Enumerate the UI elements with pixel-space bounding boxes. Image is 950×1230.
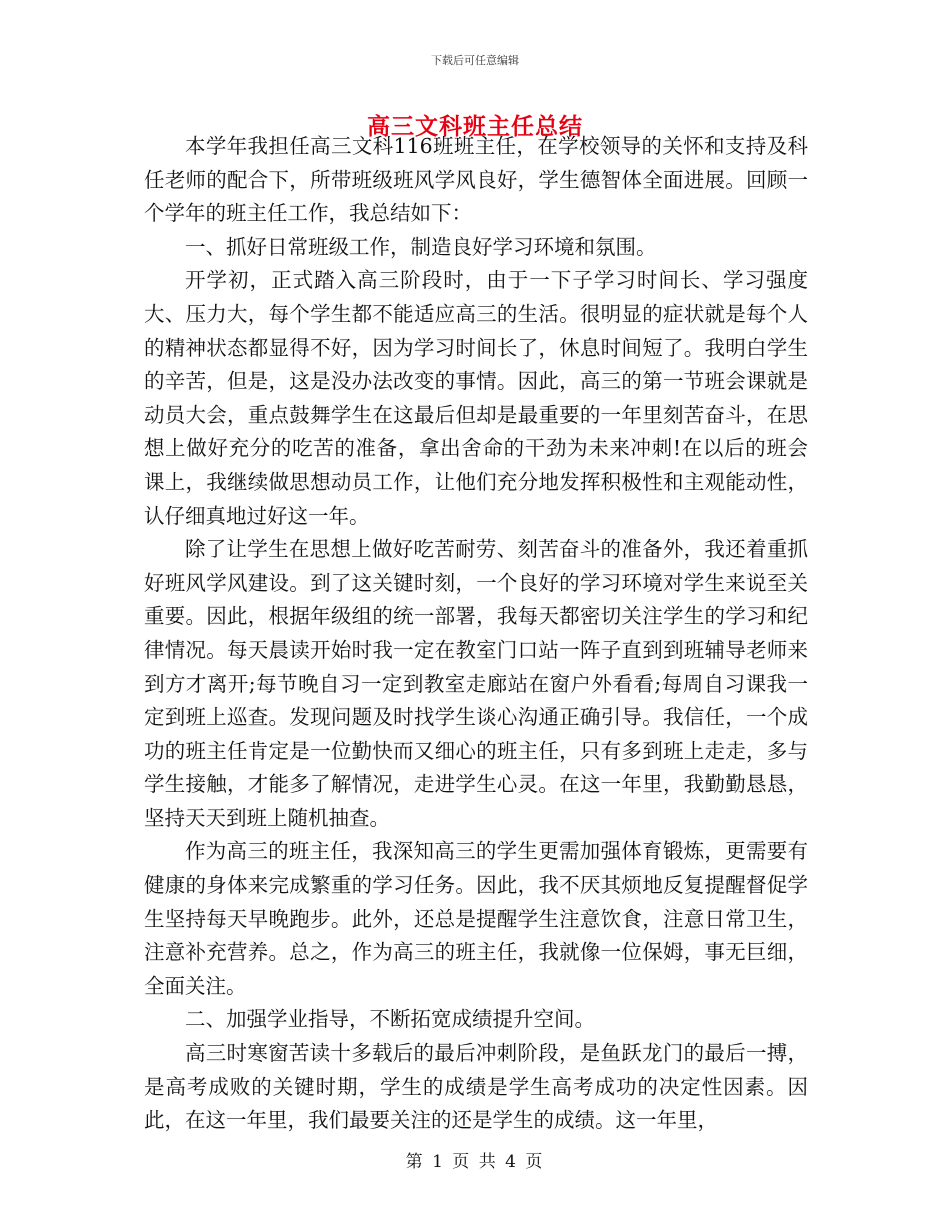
paragraph: 作为高三的班主任，我深知高三的学生更需加强体育锻炼，更需要有健康的身体来完成繁重的学习任务。因此，我不厌其烦地反复提醒督促学生坚持每天早晚跑步。此外，还总是提醒学生注意饮食，注意日常卫生，注意补充营养。总之，作为高三的班主任，我就像一位保姆，事无巨细，全面关注。 [144,839,808,998]
paragraph: 开学初，正式踏入高三阶段时，由于一下子学习时间长、学习强度大、压力大，每个学生都不能适应高三的生活。很明显的症状就是每个人的精神状态都显得不好，因为学习时间长了，休息时间短了。我明白学生的辛苦，但是，这是没办法改变的事情。因此，高三的第一节班会课就是动员大会，重点鼓舞学生在这最后但却是最重要的一年里刻苦奋斗，在思想上做好充分的吃苦的准备，拿出舍命的干劲为未来冲刺!在以后的班会课上，我继续做思想动员工作，让他们充分地发挥积极性和主观能动性，认仔细真地过好这一年。 [144,268,808,528]
paragraph: 除了让学生在思想上做好吃苦耐劳、刻苦奋斗的准备外，我还着重抓好班风学风建设。到了这关键时刻，一个良好的学习环境对学生来说至关重要。因此，根据年级组的统一部署，我每天都密切关注学生的学习和纪律情况。每天晨读开始时我一定在教室门口站一阵子直到到班辅导老师来到方才离开;每节晚自习一定到教室走廊站在窗户外看看;每周自习课我一定到班上巡查。发现问题及时找学生谈心沟通正确引导。我信任，一个成功的班主任肯定是一位勤快而又细心的班主任，只有多到班上走走，多与学生接触，才能多了解情况，走进学生心灵。在这一年里，我勤勤恳恳，坚持天天到班上随机抽查。 [144,537,808,830]
section-heading-1: 一、抓好日常班级工作，制造良好学习环境和氛围。 [185,234,657,259]
paragraph: 高三时寒窗苦读十多载后的最后冲刺阶段，是鱼跃龙门的最后一搏，是高考成败的关键时期，学生的成绩是学生高考成功的决定性因素。因此，在这一年里，我们最要关注的还是学生的成绩。这一年里， [144,1041,808,1133]
paragraph-intro: 本学年我担任高三文科116班班主任，在学校领导的关怀和支持及科任老师的配合下，所带班级班风学风良好，学生德智体全面进展。回顾一个学年的班主任工作，我总结如下： [144,134,808,226]
document-title: 高三文科班主任总结 [367,113,583,140]
header-note: 下载后可任意编辑 [431,54,519,67]
section-heading-2: 二、加强学业指导，不断拓宽成绩提升空间。 [185,1007,595,1032]
page-footer: 第 1 页 共 4 页 [405,1152,545,1172]
document-body [144,130,808,1138]
